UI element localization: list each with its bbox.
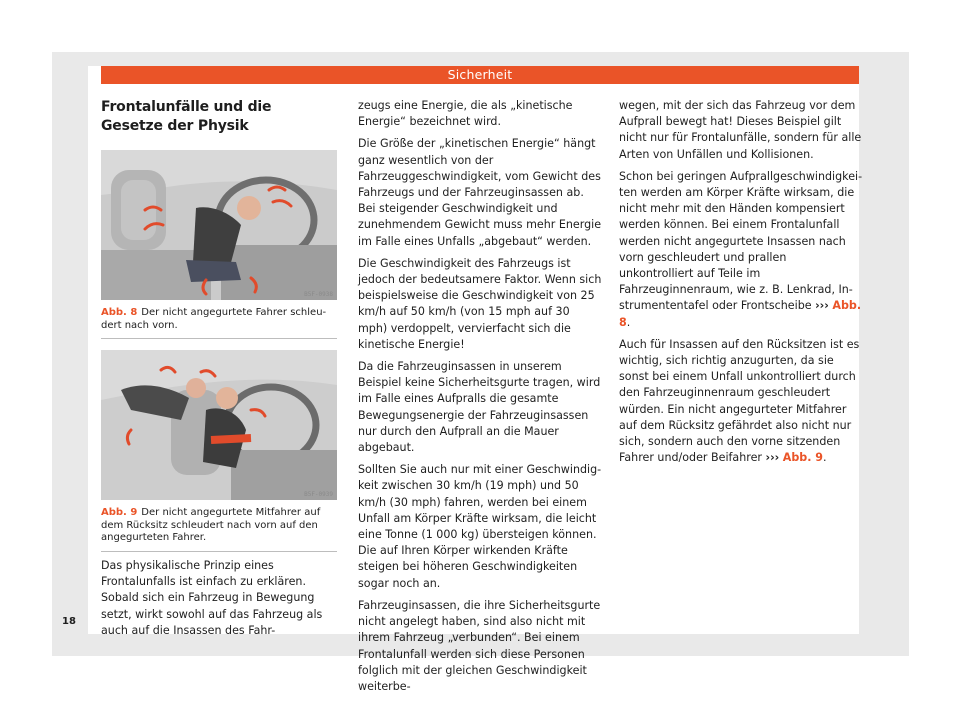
- body-paragraph: Da die Fahrzeuginsassen in unserem Beispiel keine Sicherheitsgurte tragen, wird im Falle eines Aufpralls die gesamte Bewegungsenergie der Fahrzeuginsassen nur durch den Aufprall an die Mauer abgebaut.: [358, 360, 601, 455]
- figure-caption-text: Der nicht angegurtete Fahrer schleudert nach vorn.: [101, 307, 327, 331]
- reference-arrow-icon: ›››: [815, 299, 829, 313]
- paragraph-text: Schon bei geringen Aufprallgeschwindigkeiten werden am Körper Kräfte wirksam, die nicht mehr mit den Händen kompensiert werden können. Bei einem Frontalunfall werden nicht angegurtete Insassen nach vorn geschleudert und prallen unkontrolliert auf Teile im Fahrzeuginnenraum, wie z. B. Lenkrad, Instrumententafel oder Frontscheibe: [619, 169, 863, 313]
- driver-crash-illustration: [101, 150, 337, 300]
- page-title: Frontalunfälle und die Gesetze der Physik: [101, 99, 272, 134]
- column-left: [101, 98, 337, 150]
- figure-reference-link[interactable]: Abb. 8: [619, 299, 862, 329]
- page-number: 18: [62, 616, 76, 627]
- figure-label: Abb. 8: [101, 307, 138, 318]
- section-header: Sicherheit: [101, 66, 859, 84]
- figure-caption: [101, 507, 337, 552]
- rear-passenger-crash-illustration: [101, 350, 337, 500]
- paragraph-end: .: [626, 315, 631, 329]
- figure-caption-text: Der nicht angegurtete Mitfahrer auf dem Rücksitz schleudert nach vorn auf den angegurteten Fahrer.: [101, 507, 321, 543]
- figure-label: Abb. 9: [101, 507, 138, 518]
- figure-driver-illustration: [101, 150, 337, 300]
- body-paragraph: [619, 169, 863, 331]
- body-paragraph: wegen, mit der sich das Fahrzeug vor dem Aufprall bewegt hat! Dieses Beispiel gilt nicht nur für Frontalunfälle, sondern für alle Arten von Unfällen und Kollisionen.: [619, 99, 862, 161]
- figure-reference-link[interactable]: Abb. 9: [782, 451, 824, 465]
- body-paragraph: Die Geschwindigkeit des Fahrzeugs ist jedoch der bedeutsamere Faktor. Wenn sich beispielsweise die Geschwindigkeit von 25 km/h auf 50 km/h (von 15 mph auf 30 mph) verdoppelt, vervierfacht sich die kinetische Energie!: [358, 256, 602, 351]
- column-right: [619, 98, 863, 472]
- figure-rear-passenger-illustration: [101, 350, 337, 500]
- body-paragraph: [619, 337, 863, 467]
- column-middle: [358, 98, 602, 701]
- figure-code: B5F-0939: [304, 491, 333, 498]
- figure-code: B5F-0938: [304, 291, 333, 298]
- figure-caption: [101, 307, 337, 339]
- body-paragraph: Fahrzeuginsassen, die ihre Sicherheitsgurte nicht angelegt haben, sind also nicht mit ihrem Fahrzeug „verbunden“. Bei einem Frontalunfall werden sich diese Personen folglich mit der gleichen Geschwindigkeit weiterbe-: [358, 598, 601, 693]
- paragraph-end: .: [823, 451, 827, 465]
- body-paragraph: Sollten Sie auch nur mit einer Geschwindigkeit zwischen 30 km/h (19 mph) und 50 km/h (30 mph) fahren, werden bei einem Unfall am Körper Kräfte wirksam, die leicht eine Tonne (1 000 kg) übersteigen können. Die auf Ihren Körper wirkenden Kräfte steigen bei höheren Geschwindigkeiten sogar noch an.: [358, 463, 602, 590]
- paragraph-text: Auch für Insassen auf den Rücksitzen ist es wichtig, sich richtig anzugurten, da sie sonst bei einem Unfall unkontrolliert durch den Fahrzeuginnenraum geschleudert würden. Ein nicht angegurteter Mitfahrer auf dem Rücksitz gefährdet also nicht nur sich, sondern auch den vorne sitzenden Fahrer und/oder Beifahrer: [619, 337, 860, 465]
- reference-arrow-icon: ›››: [765, 451, 780, 465]
- body-paragraph: Die Größe der „kinetischen Energie“ hängt ganz wesentlich von der Fahrzeuggeschwindigkeit, vom Gewicht des Fahrzeugs und der Fahrzeuginsassen ab. Bei steigender Geschwindigkeit und zunehmendem Gewicht muss mehr Energie im Falle eines Unfalls „abgebaut“ werden.: [358, 137, 602, 248]
- body-paragraph: zeugs eine Energie, die als „kinetische Energie“ bezeichnet wird.: [358, 99, 573, 129]
- body-paragraph: Das physikalische Prinzip eines Frontalunfalls ist einfach zu erklären. Sobald sich ein Fahrzeug in Bewegung setzt, wirkt sowohl auf das Fahrzeug als auch auf die Insassen des Fahr-: [101, 559, 323, 637]
